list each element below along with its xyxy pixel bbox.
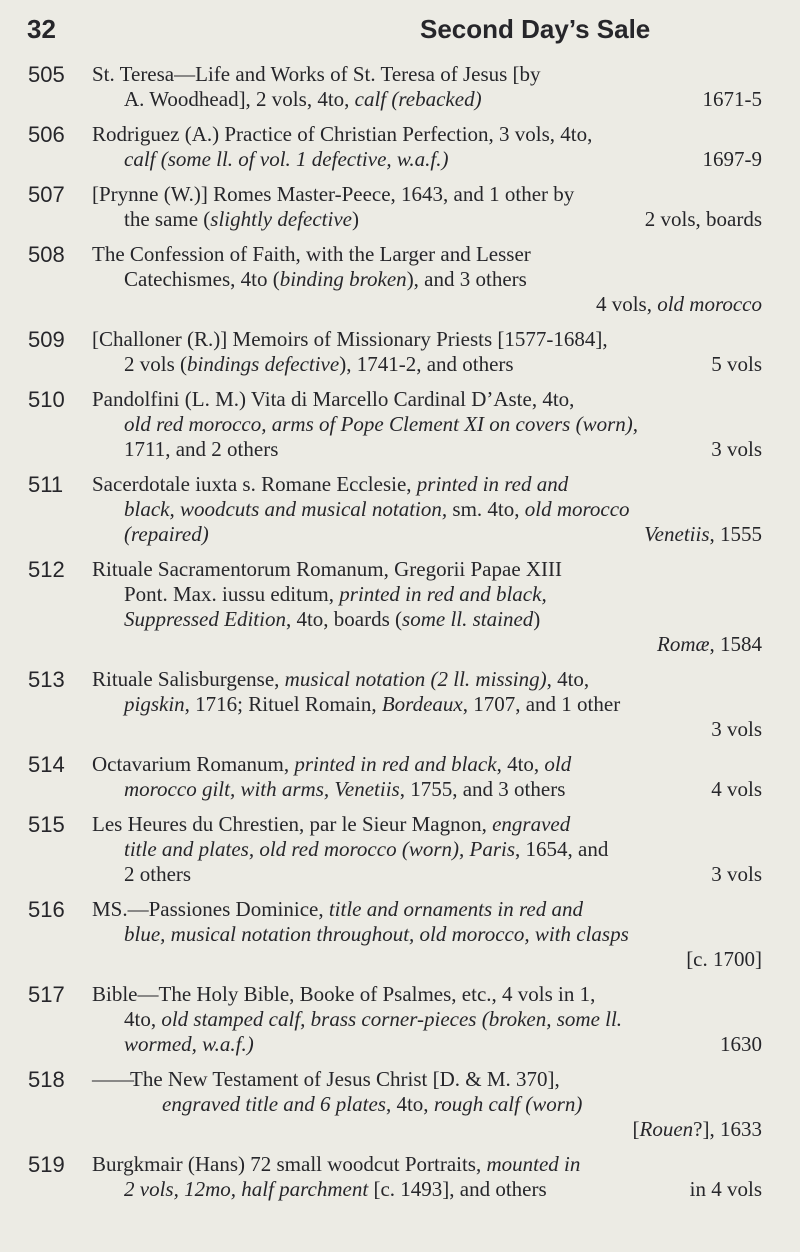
text-segment: [Challoner (R.)] Memoirs of Missionary Priests [1577-1684],: [92, 327, 608, 351]
description-line: [92, 242, 762, 267]
lot-number: 508: [28, 242, 65, 267]
description-line: [92, 922, 762, 947]
lot-number: 517: [28, 982, 65, 1007]
lot-description: [92, 182, 762, 232]
binding-note: old morocco: [657, 292, 762, 316]
text-segment: morocco gilt, with arms, Venetiis: [124, 777, 400, 801]
lot-description: [92, 812, 762, 887]
text-segment: printed in red and black: [294, 752, 497, 776]
text-segment: wormed, w.a.f.): [124, 1032, 254, 1056]
description-line: [92, 897, 762, 922]
text-segment: Rituale Salisburgense,: [92, 667, 285, 691]
imprint-place: Venetiis: [644, 522, 710, 546]
lot-number: 519: [28, 1152, 65, 1177]
description-line: [130, 1067, 762, 1092]
lot-description: [92, 752, 762, 802]
description-line: [92, 292, 762, 317]
text-segment: rough calf (worn): [433, 1092, 583, 1116]
text-segment: Suppressed Edition: [124, 607, 286, 631]
text-segment: (repaired): [124, 522, 209, 546]
lot-volumes: 3 vols: [711, 717, 762, 741]
lot-entry: [0, 1152, 800, 1202]
description-line: [92, 267, 762, 292]
text-segment: some ll. stained: [402, 607, 534, 631]
lot-description: [92, 387, 762, 462]
lot-date: , 1555: [709, 522, 762, 546]
lot-entry: [0, 1067, 800, 1142]
lot-entry: [0, 897, 800, 972]
text-segment: old red morocco, arms of Pope Clement XI on covers (worn),: [124, 412, 639, 436]
lot-number: 512: [28, 557, 65, 582]
lot-date: [c. 1700]: [686, 947, 762, 971]
text-segment: 1711, and 2 others: [124, 437, 279, 461]
text-segment: binding broken: [279, 267, 407, 291]
imprint-place: Romæ: [657, 632, 710, 656]
text-segment: , 4to,: [496, 752, 545, 776]
ditto-dash: ——: [92, 1067, 134, 1091]
description-line: [92, 1152, 762, 1177]
lot-description: [92, 667, 762, 742]
lot-entry: [0, 122, 800, 172]
description-line: [92, 557, 762, 582]
text-segment: title and plates, old red morocco (worn), Paris: [124, 837, 515, 861]
text-segment: printed in red and black,: [339, 582, 547, 606]
lot-entry: [0, 387, 800, 462]
lot-description: [92, 897, 762, 972]
description-line: [92, 812, 762, 837]
description-line: [92, 122, 762, 147]
text-segment: St. Teresa—Life and Works of St. Teresa of Jesus [by: [92, 62, 541, 86]
text-segment: [c. 1493], and others: [368, 1177, 547, 1201]
text-segment: old morocco: [524, 497, 630, 521]
lot-description: [92, 1067, 762, 1142]
lot-number: 516: [28, 897, 65, 922]
lot-number: 505: [28, 62, 65, 87]
lot-entry: [0, 982, 800, 1057]
text-segment: Octavarium Romanum,: [92, 752, 295, 776]
description-line: [92, 692, 762, 717]
description-line: [92, 87, 762, 112]
text-segment: mounted in: [486, 1152, 581, 1176]
description-line: [92, 1032, 762, 1057]
text-segment: 2 vols, 12mo, half parchment: [124, 1177, 369, 1201]
description-line: [92, 752, 762, 777]
lot-entry: [0, 182, 800, 232]
text-segment: , 1654, and: [515, 837, 609, 861]
lot-entry: [0, 557, 800, 657]
text-segment: Pandolfini (L. M.) Vita di Marcello Cardinal D’Aste, 4to,: [92, 387, 575, 411]
lot-entry: [0, 242, 800, 317]
text-segment: Sacerdotale iuxta s. Romane Ecclesie,: [92, 472, 417, 496]
lot-volumes: 4 vols: [711, 777, 762, 801]
lot-number: 513: [28, 667, 65, 692]
imprint-place: Rouen: [639, 1117, 694, 1141]
description-line: [92, 777, 762, 802]
text-segment: the same (: [124, 207, 211, 231]
lot-description: [92, 62, 762, 112]
lot-description: [92, 242, 762, 317]
text-segment: black, woodcuts and musical notation,: [124, 497, 453, 521]
description-line: [92, 387, 762, 412]
lot-volumes: 3 vols: [711, 437, 762, 461]
description-line: [92, 472, 762, 497]
description-line: [92, 352, 762, 377]
lot-entry: [0, 62, 800, 112]
text-segment: [: [632, 1117, 640, 1141]
text-segment: printed in red and: [416, 472, 569, 496]
text-segment: ), 1741-2, and others: [339, 352, 514, 376]
text-segment: Rituale Sacramentorum Romanum, Gregorii Papae XIII: [92, 557, 563, 581]
text-segment: engraved: [492, 812, 571, 836]
text-segment: slightly defective: [210, 207, 352, 231]
lot-number: 515: [28, 812, 65, 837]
lot-date: 1671-5: [702, 87, 762, 111]
lot-number: 511: [28, 472, 64, 497]
lot-date: ?], 1633: [693, 1117, 762, 1141]
lot-volumes: in 4 vols: [689, 1177, 762, 1201]
text-segment: [Prynne (W.)] Romes Master-Peece, 1643, and 1 other by: [92, 182, 575, 206]
text-segment: , 1707, and 1 other: [462, 692, 621, 716]
text-segment: , 1716; Rituel Romain,: [184, 692, 382, 716]
description-line: [92, 497, 762, 522]
text-segment: , 4to,: [385, 1092, 434, 1116]
description-line: [92, 62, 762, 87]
text-segment: calf (rebacked): [354, 87, 482, 111]
description-line: [92, 717, 762, 742]
page-header: [0, 14, 800, 54]
text-segment: sm. 4to,: [452, 497, 525, 521]
running-title: Second Day’s Sale: [420, 14, 651, 44]
description-line: [92, 667, 762, 692]
lot-volumes: 4 vols,: [595, 292, 658, 316]
description-line: [92, 982, 762, 1007]
description-line: [92, 412, 762, 437]
text-segment: ): [533, 607, 541, 631]
lot-description: [92, 1152, 762, 1202]
lot-description: [92, 982, 762, 1057]
text-segment: The New Testament of Jesus Christ [D. & M. 370],: [130, 1067, 560, 1091]
text-segment: MS.—Passiones Dominice,: [92, 897, 329, 921]
page-number: 32: [27, 14, 56, 44]
description-line: [92, 632, 762, 657]
lot-volumes: 3 vols: [711, 862, 762, 886]
text-segment: pigskin: [124, 692, 185, 716]
description-line: [92, 437, 762, 462]
text-segment: , 1755, and 3 others: [399, 777, 566, 801]
lot-entry: [0, 327, 800, 377]
text-segment: Catechismes, 4to (: [124, 267, 280, 291]
lot-number: 509: [28, 327, 65, 352]
text-segment: Pont. Max. iussu editum,: [124, 582, 340, 606]
text-segment: old: [544, 752, 572, 776]
description-line: [130, 1092, 762, 1117]
text-segment: engraved title and 6 plates: [162, 1092, 386, 1116]
lot-entry: [0, 752, 800, 802]
lot-entry: [0, 667, 800, 742]
lot-entry: [0, 472, 800, 547]
text-segment: Bordeaux: [381, 692, 463, 716]
text-segment: The Confession of Faith, with the Larger and Lesser: [92, 242, 531, 266]
lot-date: , 1584: [709, 632, 762, 656]
lot-volumes: 5 vols: [711, 352, 762, 376]
text-segment: ): [352, 207, 359, 231]
description-line: [92, 522, 762, 547]
description-line: [92, 327, 762, 352]
text-segment: musical notation (2 ll. missing): [284, 667, 547, 691]
lot-description: [92, 327, 762, 377]
description-line: [92, 1177, 762, 1202]
lot-volumes: 2 vols, boards: [644, 207, 762, 231]
lot-description: [92, 122, 762, 172]
text-segment: bindings defective: [187, 352, 340, 376]
lot-number: 510: [28, 387, 65, 412]
text-segment: calf (some ll. of vol. 1 defective, w.a.f.): [124, 147, 449, 171]
text-segment: 4to,: [124, 1007, 162, 1031]
lot-number: 518: [28, 1067, 65, 1092]
lot-description: [92, 557, 762, 657]
text-segment: Les Heures du Chrestien, par le Sieur Magnon,: [92, 812, 493, 836]
description-line: [92, 862, 762, 887]
text-segment: blue, musical notation throughout, old morocco, with clasps: [124, 922, 629, 946]
description-line: [92, 1007, 762, 1032]
text-segment: old stamped calf, brass corner-pieces (broken, some ll.: [161, 1007, 623, 1031]
lot-number: 514: [28, 752, 65, 777]
text-segment: A. Woodhead], 2 vols, 4to,: [124, 87, 355, 111]
description-line: [92, 207, 762, 232]
text-segment: , 4to, boards (: [285, 607, 403, 631]
text-segment: 2 vols (: [124, 352, 187, 376]
description-line: [92, 607, 762, 632]
lot-description: [92, 472, 762, 547]
lot-number: 507: [28, 182, 65, 207]
description-line: [92, 947, 762, 972]
text-segment: Bible—The Holy Bible, Booke of Psalmes, etc., 4 vols in 1,: [92, 982, 596, 1006]
lot-entry: [0, 812, 800, 887]
description-line: [92, 837, 762, 862]
text-segment: ), and 3 others: [406, 267, 527, 291]
description-line: [130, 1117, 762, 1142]
lot-date: 1697-9: [702, 147, 762, 171]
description-line: [92, 147, 762, 172]
description-line: [92, 182, 762, 207]
text-segment: 2 others: [124, 862, 192, 886]
text-segment: Burgkmair (Hans) 72 small woodcut Portraits,: [92, 1152, 487, 1176]
text-segment: Rodriguez (A.) Practice of Christian Perfection, 3 vols, 4to,: [92, 122, 593, 146]
description-line: [92, 582, 762, 607]
text-segment: , 4to,: [546, 667, 590, 691]
lot-number: 506: [28, 122, 65, 147]
text-segment: title and ornaments in red and: [328, 897, 583, 921]
lot-date: 1630: [720, 1032, 762, 1056]
